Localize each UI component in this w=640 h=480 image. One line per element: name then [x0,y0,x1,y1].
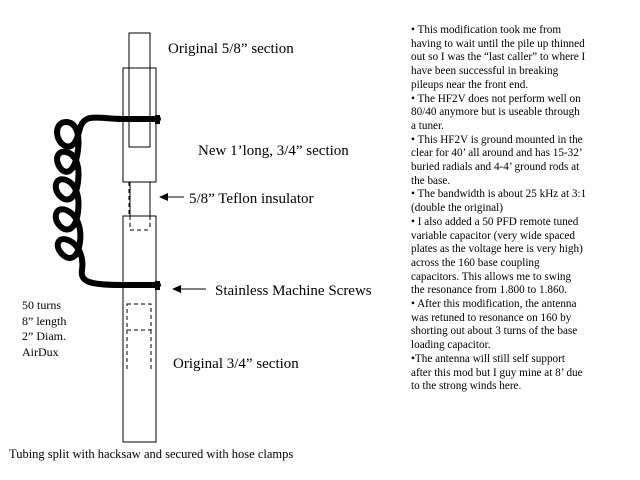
label-original-58: Original 5/8” section [168,41,294,57]
label-screws: Stainless Machine Screws [215,283,372,299]
note-line: capacitors. This allows me to swing [411,270,572,283]
note-line: • The bandwidth is about 25 kHz at 3:1 [411,188,587,201]
label-new-section: New 1’long, 3/4” section [198,143,349,159]
note-line: loading capacitor. [411,339,491,352]
note-line: • I also added a 50 PFD remote tuned [411,215,579,228]
note-line: • This HF2V is ground mounted in the [411,133,583,146]
note-line: shorting out about 3 turns of the base [411,325,578,338]
arrow-screws [172,285,206,293]
note-line: was retuned to resonance on 160 by [411,311,572,324]
label-insulator: 5/8” Teflon insulator [189,191,314,207]
note-line: have been successful in breaking [411,65,559,78]
note-line: • After this modification, the antenna [411,298,577,311]
hidden-lines [127,68,151,372]
arrow-insulator [159,193,184,201]
note-line: plates as the voltage here is very high) [411,243,583,256]
teflon-insulator [130,182,150,216]
notes-list [411,24,631,394]
note-line: buried radials and 4-4’ ground rods at [411,161,580,174]
label-original-34: Original 3/4” section [173,356,299,372]
note-line: to the strong winds here. [411,380,522,393]
coil-spec [22,298,66,360]
coil-spec-line: 2” Diam. [22,329,66,343]
note-line: across the 160 base coupling [411,256,540,269]
note-line: after this mod but I guy mine at 8’ due [411,366,583,379]
new-34-tube [123,68,156,182]
note-line: clear for 40’ all around and has 15-32’ [411,147,583,160]
note-line: having to wait until the pile up thinned [411,37,585,50]
coil-spec-line: 50 turns [22,298,61,312]
screw-top [155,115,160,124]
loading-coil [56,117,158,285]
coil-spec-line: 8” length [22,313,67,328]
note-line: pileups near the front end. [411,78,529,91]
note-line: •The antenna will still self support [411,352,565,365]
note-line: (double the original) [411,202,503,215]
screw-bottom [155,281,160,290]
note-line: 80/40 anymore but is useable through [411,106,580,119]
note-line: • The HF2V does not perform well on [411,92,581,105]
caption: Tubing split with hacksaw and secured with hose clamps [9,447,294,461]
note-line: out so I was the “last caller” to where I [411,51,586,64]
coil-spec-line: AirDux [22,344,59,359]
note-line: the base. [411,174,451,187]
note-line: a tuner. [411,119,444,132]
top-58-tube [129,33,150,147]
note-line: variable capacitor (very wide spaced [411,229,575,242]
note-line: the resonance from 1.800 to 1.860. [411,284,567,297]
note-line: • This modification took me from [411,24,562,36]
